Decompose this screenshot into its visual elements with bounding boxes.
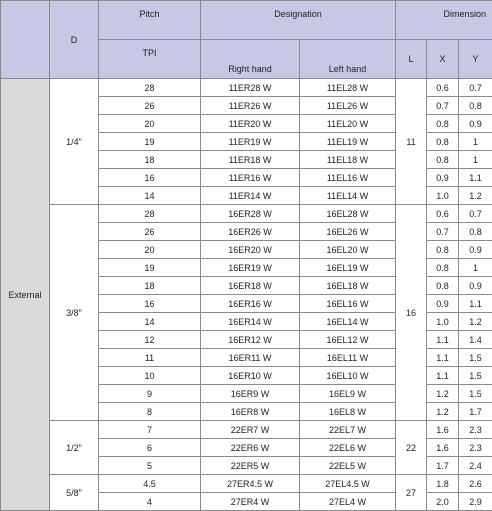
header-d: D bbox=[50, 1, 99, 79]
right-hand-cell: 22ER7 W bbox=[201, 421, 300, 439]
tpi-cell: 11 bbox=[99, 349, 201, 367]
x-cell: 0.6 bbox=[427, 205, 459, 223]
x-cell: 1.1 bbox=[427, 367, 459, 385]
header-tpi: TPI bbox=[99, 40, 201, 79]
right-hand-cell: 16ER28 W bbox=[201, 205, 300, 223]
right-hand-cell: 16ER10 W bbox=[201, 367, 300, 385]
y-cell: 1.4 bbox=[459, 331, 492, 349]
x-cell: 1.0 bbox=[427, 187, 459, 205]
left-hand-cell: 16EL12 W bbox=[300, 331, 396, 349]
right-hand-cell: 16ER11 W bbox=[201, 349, 300, 367]
x-cell: 0.8 bbox=[427, 115, 459, 133]
left-hand-cell: 22EL5 W bbox=[300, 457, 396, 475]
header-designation: Designation bbox=[201, 1, 396, 40]
right-hand-cell: 16ER19 W bbox=[201, 259, 300, 277]
tpi-cell: 26 bbox=[99, 97, 201, 115]
left-hand-cell: 11EL16 W bbox=[300, 169, 396, 187]
right-hand-cell: 11ER28 W bbox=[201, 79, 300, 97]
left-hand-cell: 11EL20 W bbox=[300, 115, 396, 133]
left-hand-cell: 11EL28 W bbox=[300, 79, 396, 97]
x-cell: 0.9 bbox=[427, 295, 459, 313]
y-cell: 0.9 bbox=[459, 241, 492, 259]
right-hand-cell: 11ER19 W bbox=[201, 133, 300, 151]
header-x: X bbox=[427, 40, 459, 79]
x-cell: 1.7 bbox=[427, 457, 459, 475]
x-cell: 1.6 bbox=[427, 439, 459, 457]
y-cell: 1.1 bbox=[459, 295, 492, 313]
left-hand-cell: 16EL18 W bbox=[300, 277, 396, 295]
y-cell: 1.5 bbox=[459, 349, 492, 367]
left-hand-cell: 16EL14 W bbox=[300, 313, 396, 331]
header-left-hand: Left hand bbox=[300, 40, 396, 79]
y-cell: 2.3 bbox=[459, 421, 492, 439]
y-cell: 1.2 bbox=[459, 313, 492, 331]
x-cell: 0.6 bbox=[427, 79, 459, 97]
right-hand-cell: 16ER26 W bbox=[201, 223, 300, 241]
header-dimension: Dimension bbox=[396, 1, 492, 40]
right-hand-cell: 22ER5 W bbox=[201, 457, 300, 475]
y-cell: 2.6 bbox=[459, 475, 492, 493]
left-hand-cell: 16EL26 W bbox=[300, 223, 396, 241]
tpi-cell: 4.5 bbox=[99, 475, 201, 493]
left-hand-cell: 11EL19 W bbox=[300, 133, 396, 151]
right-hand-cell: 11ER16 W bbox=[201, 169, 300, 187]
left-hand-cell: 27EL4 W bbox=[300, 493, 396, 511]
x-cell: 0.8 bbox=[427, 151, 459, 169]
y-cell: 1 bbox=[459, 151, 492, 169]
tpi-cell: 18 bbox=[99, 277, 201, 295]
tpi-cell: 19 bbox=[99, 133, 201, 151]
x-cell: 1.1 bbox=[427, 331, 459, 349]
header-y: Y bbox=[459, 40, 492, 79]
x-cell: 1.2 bbox=[427, 403, 459, 421]
right-hand-cell: 11ER20 W bbox=[201, 115, 300, 133]
table-header bbox=[1, 1, 492, 79]
tpi-cell: 28 bbox=[99, 79, 201, 97]
tpi-cell: 19 bbox=[99, 259, 201, 277]
size-cell: 5/8" bbox=[50, 475, 99, 511]
right-hand-cell: 27ER4.5 W bbox=[201, 475, 300, 493]
left-hand-cell: 16EL19 W bbox=[300, 259, 396, 277]
right-hand-cell: 16ER16 W bbox=[201, 295, 300, 313]
table-row bbox=[1, 421, 492, 439]
x-cell: 0.9 bbox=[427, 169, 459, 187]
right-hand-cell: 16ER8 W bbox=[201, 403, 300, 421]
y-cell: 0.7 bbox=[459, 205, 492, 223]
left-hand-cell: 16EL11 W bbox=[300, 349, 396, 367]
tpi-cell: 26 bbox=[99, 223, 201, 241]
table-body bbox=[1, 79, 492, 511]
left-hand-cell: 16EL16 W bbox=[300, 295, 396, 313]
y-cell: 1.7 bbox=[459, 403, 492, 421]
size-cell: 1/2" bbox=[50, 421, 99, 475]
x-cell: 1.0 bbox=[427, 313, 459, 331]
x-cell: 1.6 bbox=[427, 421, 459, 439]
y-cell: 0.7 bbox=[459, 79, 492, 97]
y-cell: 1 bbox=[459, 259, 492, 277]
header-blank bbox=[1, 1, 50, 79]
tpi-cell: 12 bbox=[99, 331, 201, 349]
left-hand-cell: 22EL6 W bbox=[300, 439, 396, 457]
table-row bbox=[1, 205, 492, 223]
l-cell: 27 bbox=[396, 475, 427, 511]
x-cell: 0.7 bbox=[427, 97, 459, 115]
table-row bbox=[1, 475, 492, 493]
x-cell: 0.8 bbox=[427, 277, 459, 295]
left-hand-cell: 16EL10 W bbox=[300, 367, 396, 385]
x-cell: 0.8 bbox=[427, 259, 459, 277]
header-pitch: Pitch bbox=[99, 1, 201, 40]
x-cell: 0.8 bbox=[427, 241, 459, 259]
left-hand-cell: 11EL14 W bbox=[300, 187, 396, 205]
tpi-cell: 4 bbox=[99, 493, 201, 511]
right-hand-cell: 22ER6 W bbox=[201, 439, 300, 457]
l-cell: 11 bbox=[396, 79, 427, 205]
tpi-cell: 28 bbox=[99, 205, 201, 223]
x-cell: 1.1 bbox=[427, 349, 459, 367]
table-row bbox=[1, 79, 492, 97]
size-cell: 1/4" bbox=[50, 79, 99, 205]
left-hand-cell: 16EL8 W bbox=[300, 403, 396, 421]
right-hand-cell: 11ER26 W bbox=[201, 97, 300, 115]
tpi-cell: 7 bbox=[99, 421, 201, 439]
tpi-cell: 16 bbox=[99, 295, 201, 313]
l-cell: 16 bbox=[396, 205, 427, 421]
x-cell: 1.2 bbox=[427, 385, 459, 403]
y-cell: 1 bbox=[459, 133, 492, 151]
tpi-cell: 8 bbox=[99, 403, 201, 421]
right-hand-cell: 16ER9 W bbox=[201, 385, 300, 403]
x-cell: 1.8 bbox=[427, 475, 459, 493]
right-hand-cell: 11ER14 W bbox=[201, 187, 300, 205]
type-cell: External bbox=[1, 79, 50, 511]
tpi-cell: 14 bbox=[99, 187, 201, 205]
left-hand-cell: 16EL20 W bbox=[300, 241, 396, 259]
left-hand-cell: 11EL18 W bbox=[300, 151, 396, 169]
right-hand-cell: 16ER14 W bbox=[201, 313, 300, 331]
x-cell: 2.0 bbox=[427, 493, 459, 511]
left-hand-cell: 22EL7 W bbox=[300, 421, 396, 439]
right-hand-cell: 16ER12 W bbox=[201, 331, 300, 349]
y-cell: 2.3 bbox=[459, 439, 492, 457]
right-hand-cell: 16ER18 W bbox=[201, 277, 300, 295]
y-cell: 0.9 bbox=[459, 115, 492, 133]
left-hand-cell: 27EL4.5 W bbox=[300, 475, 396, 493]
right-hand-cell: 27ER4 W bbox=[201, 493, 300, 511]
y-cell: 1.1 bbox=[459, 169, 492, 187]
y-cell: 2.4 bbox=[459, 457, 492, 475]
x-cell: 0.7 bbox=[427, 223, 459, 241]
y-cell: 0.9 bbox=[459, 277, 492, 295]
y-cell: 0.8 bbox=[459, 223, 492, 241]
right-hand-cell: 16ER20 W bbox=[201, 241, 300, 259]
header-l: L bbox=[396, 40, 427, 79]
tpi-cell: 20 bbox=[99, 241, 201, 259]
tpi-cell: 16 bbox=[99, 169, 201, 187]
left-hand-cell: 16EL28 W bbox=[300, 205, 396, 223]
y-cell: 2.9 bbox=[459, 493, 492, 511]
y-cell: 0.8 bbox=[459, 97, 492, 115]
right-hand-cell: 11ER18 W bbox=[201, 151, 300, 169]
tpi-cell: 20 bbox=[99, 115, 201, 133]
tpi-cell: 10 bbox=[99, 367, 201, 385]
y-cell: 1.2 bbox=[459, 187, 492, 205]
left-hand-cell: 16EL9 W bbox=[300, 385, 396, 403]
tpi-cell: 18 bbox=[99, 151, 201, 169]
tpi-cell: 9 bbox=[99, 385, 201, 403]
size-cell: 3/8" bbox=[50, 205, 99, 421]
tpi-cell: 14 bbox=[99, 313, 201, 331]
left-hand-cell: 11EL26 W bbox=[300, 97, 396, 115]
y-cell: 1.5 bbox=[459, 385, 492, 403]
l-cell: 22 bbox=[396, 421, 427, 475]
header-right-hand: Right hand bbox=[201, 40, 300, 79]
tpi-cell: 5 bbox=[99, 457, 201, 475]
y-cell: 1.5 bbox=[459, 367, 492, 385]
x-cell: 0.8 bbox=[427, 133, 459, 151]
tpi-cell: 6 bbox=[99, 439, 201, 457]
